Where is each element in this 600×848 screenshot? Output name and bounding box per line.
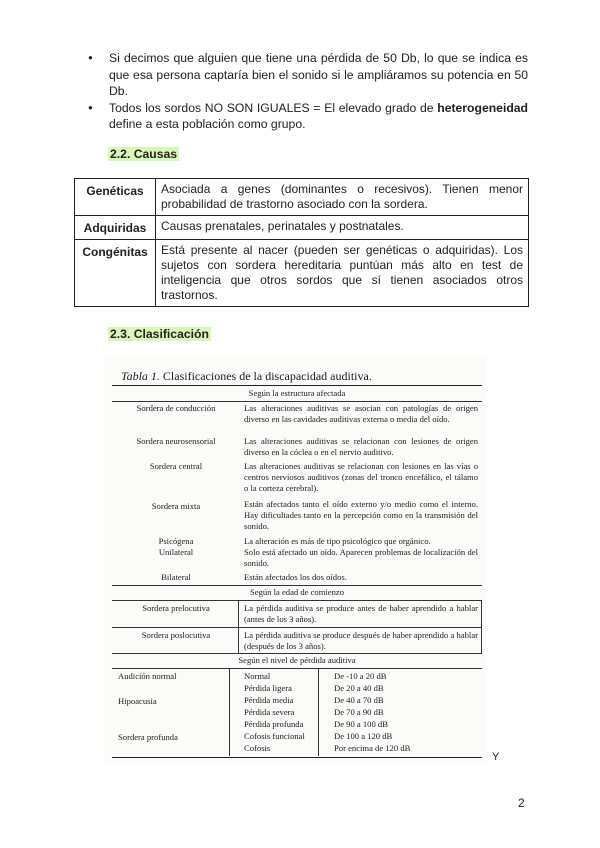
level-range: Por encima de 120 dB [334, 743, 411, 753]
term-definition: Están afectados los dos oídos. [244, 572, 347, 582]
scanned-table-image [104, 357, 486, 763]
group-label: Hipoacusia [118, 696, 157, 706]
divider [238, 600, 239, 653]
section-heading-clasificacion: 2.3. Clasificación [110, 327, 209, 341]
term-definition: Solo está afectado un oído. Aparecen problemas de localización del sonido. [244, 547, 478, 568]
level-range: De 40 a 70 dB [334, 695, 384, 705]
table-value: Causas prenatales, perinatales y postnatales. [156, 216, 529, 240]
term-definition: La pérdida auditiva se produce antes de haber aprendido a hablar (antes de los 3 años). [244, 603, 478, 624]
table-row [75, 240, 529, 307]
divider [112, 627, 482, 628]
level-name: Cofosis funcional [244, 731, 305, 741]
level-name: Normal [244, 671, 271, 681]
level-name: Pérdida media [244, 695, 294, 705]
table-value: Asociada a genes (dominantes o recesivos). Tienen menor probabilidad de trastorno asociado con la sordera. [156, 179, 529, 216]
term-definition: Las alteraciones auditivas se asocian con patologías de origen diverso en las cavidades auditivas externa o media del oído. [244, 403, 478, 424]
term-definition: Las alteraciones auditivas se relacionan con lesiones de origen diverso en la cóclea o en el nervio auditivo. [244, 436, 478, 457]
term-definition: La pérdida auditiva se produce después de haber aprendido a hablar (después de los 3 años). [244, 630, 478, 651]
bullet-item [88, 100, 528, 133]
term-definition: Están afectados tanto el oído externo y/o medio como el interno. Hay dificultades tanto en la percepción como en la transmisión del sonido. [244, 499, 478, 531]
bullet-item [88, 50, 528, 100]
divider [481, 600, 482, 653]
section-heading-causas: 2.2. Causas [110, 147, 178, 161]
level-name: Pérdida ligera [244, 683, 292, 693]
bullet-text: Si decimos que alguien que tiene una pérdida de 50 Db, lo que se indica es que esa persona captaría bien el sonido si le ampliáramos su potencia en 50 Db. [109, 51, 528, 98]
level-range: De -10 a 20 dB [334, 671, 387, 681]
group-label: Audición normal [118, 671, 177, 681]
bullet-text-bold: heterogeneidad [437, 100, 528, 115]
level-range: De 100 a 120 dB [334, 731, 393, 741]
term-label: Bilateral [161, 572, 191, 582]
causas-table [74, 178, 529, 307]
table-caption-text: Clasificaciones de la discapacidad auditiva. [159, 369, 372, 383]
table-section-header: Según la edad de comienzo [249, 587, 345, 597]
table-caption [121, 369, 372, 384]
term-definition: Las alteraciones auditivas se relacionan con lesiones en las vías o centros nerviosos auditivos (zonas del tronco encefálico, el tálamo o la corteza cerebral). [244, 461, 478, 493]
term-label: Sordera neurosensorial [136, 436, 216, 446]
term-label: Sordera de conducción [136, 403, 216, 413]
level-name: Pérdida severa [244, 707, 295, 717]
divider [112, 668, 482, 669]
divider [229, 668, 230, 756]
divider [112, 401, 482, 402]
table-value: Está presente al nacer (pueden ser genéticas o adquiridas). Los sujetos con sordera hereditaria puntúan más alto en test de inteligencia que otros sordos que sí tienen asociados otros trastornos. [156, 240, 529, 307]
divider [318, 668, 319, 756]
term-label: Sordera poslocutiva [141, 630, 211, 640]
term-label: Sordera mixta [151, 501, 201, 511]
term-label: Sordera prelocutiva [142, 603, 210, 613]
classification-table [112, 385, 482, 758]
divider [112, 585, 482, 586]
term-definition: La alteración es más de tipo psicológico que orgánico. [244, 536, 431, 546]
bullet-list [88, 50, 528, 133]
page-number: 2 [518, 796, 525, 810]
bullet-text-pre: Todos los sordos NO SON IGUALES = El elevado grado de [109, 100, 438, 115]
term-label: Unilateral [158, 547, 194, 557]
table-key: Congénitas [75, 240, 156, 307]
table-section-header: Según la estructura afectada [248, 388, 346, 398]
table-row [75, 216, 529, 240]
divider [112, 653, 482, 654]
table-section-header: Según el nivel de pérdida auditiva [238, 655, 356, 665]
level-range: De 20 a 40 dB [334, 683, 384, 693]
table-row [75, 179, 529, 216]
divider [112, 600, 482, 601]
stray-mark: Y [492, 751, 500, 763]
table-key: Genéticas [75, 179, 156, 216]
level-range: De 70 a 90 dB [334, 707, 384, 717]
group-label: Sordera profunda [118, 732, 178, 742]
level-name: Pérdida profunda [244, 719, 304, 729]
table-key: Adquiridas [75, 216, 156, 240]
term-label: Psicógena [158, 536, 194, 546]
table-caption-label: Tabla 1. [121, 369, 160, 383]
term-label: Sordera central [149, 461, 203, 471]
level-range: De 90 a 100 dB [334, 719, 388, 729]
bullet-text-post: define a esta población como grupo. [109, 117, 306, 131]
level-name: Cofosis [244, 743, 271, 753]
